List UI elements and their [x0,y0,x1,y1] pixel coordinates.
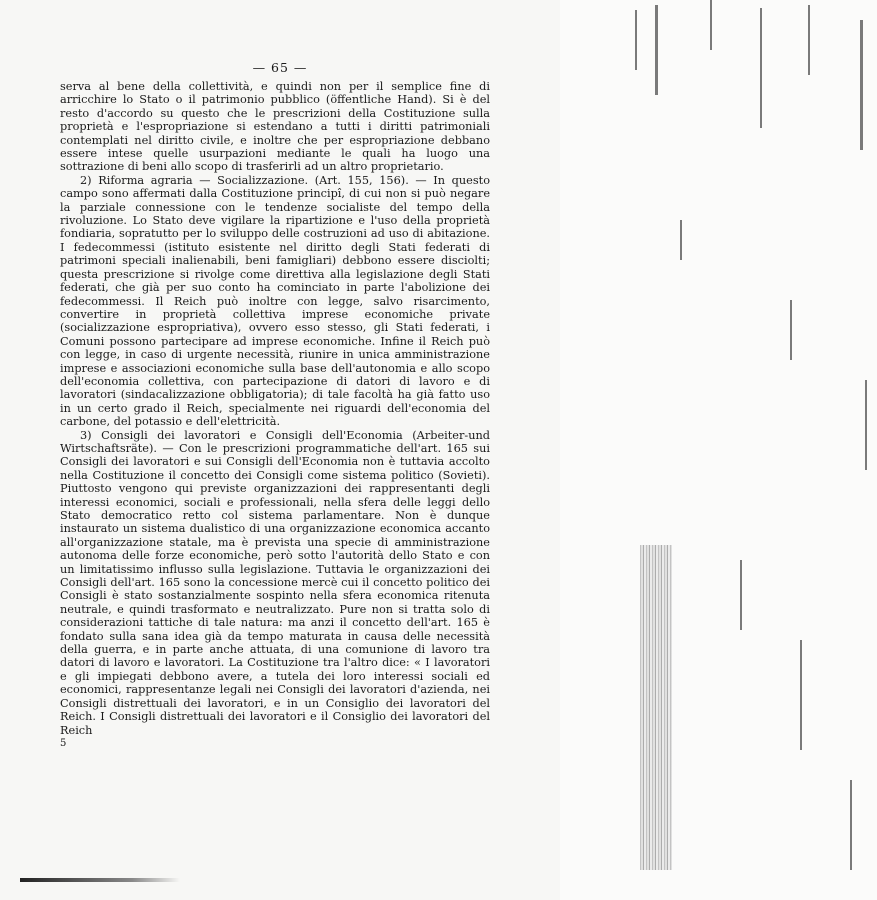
bleed-mark [800,640,802,750]
page-number: — 65 — [252,60,308,75]
bleed-mark [790,300,792,360]
bleed-mark [808,5,810,75]
binding-strip [640,545,672,870]
facing-page-bleed [560,0,877,900]
scan-edge-shadow [20,878,180,882]
body-text [60,80,490,737]
bleed-mark [655,5,658,95]
bleed-mark [740,560,742,630]
bleed-mark [680,220,682,260]
paragraph-3: 3) Consigli dei lavoratori e Consigli dell'Economia (Arbeiter-und Wirtschaftsräte). — Con le prescrizioni programmatiche dell'art. 165 sui Consigli dei lavoratori e sui Consigli dell'Economia non è tuttavia accolto nella Costituzione il concetto dei Consigli come sistema politico (Sovieti). Piuttosto vengono qui previste organizzazioni dei rappresentanti degli interessi economici, sociali e professionali, nella sfera delle leggi dello Stato democratico retto col sistema parlamentare. Non è dunque instaurato un sistema dualistico di una organizzazione economica accanto all'organizzazione statale, ma è prevista una specie di amministrazione autonoma delle forze economiche, però sotto l'autorità dello Stato e con un limitatissimo influsso sulla legislazione. Tuttavia le organizzazioni dei Consigli dell'art. 165 sono la concessione mercè cui il concetto politico dei Consigli è stato sostanzialmente sospinto nella sfera economica ritenuta neutrale, e quindi trasformato e neutralizzato. Pure non si tratta solo di considerazioni tattiche di tale natura: ma anzi il concetto dell'art. 165 è fondato sulla sana idea già da tempo maturata in causa delle necessità della guerra, e in parte anche attuata, di una comunione di lavoro tra datori di lavoro e lavoratori. La Costituzione tra l'altro dice: « I lavoratori e gli impiegati debbono avere, a tutela dei loro interessi sociali ed economici, rappresentanze legali nei Consigli dei lavoratori d'azienda, nei Consigli distrettuali dei lavoratori, e in un Consiglio dei lavoratori del Reich. I Consigli distrettuali dei lavoratori e il Consiglio dei lavoratori del Reich [60,428,490,737]
paragraph-1: serva al bene della collettività, e quindi non per il semplice fine di arricchire lo Stato o il patrimonio pubblico (öffentliche Hand). Si è del resto d'accordo su questo che le prescrizioni della Costituzione sulla proprietà e l'espropriazione si estendano a tutti i diritti patrimoniali contemplati nel diritto civile, e inoltre che per espropriazione debbano essere intese quelle usurpazioni mediante le quali ha luogo una sottrazione di beni allo scopo di trasferirli ad un altro proprietario. [60,80,490,174]
bleed-mark [860,20,863,150]
paragraph-2: 2) Riforma agraria — Socializzazione. (Art. 155, 156). — In questo campo sono affermati dalla Costituzione principî, di cui non si può negare la parziale connessione con le tendenze socialiste del tempo della rivoluzione. Lo Stato deve vigilare la ripartizione e l'uso della proprietà fondiaria, sopratutto per lo sviluppo delle costruzioni ad uso di abitazione. I fedecommessi (istituto esistente nel diritto degli Stati federati di patrimoni speciali inalienabili, beni famigliari) debbono essere disciolti; questa prescrizione si rivolge come direttiva alla legislazione degli Stati federati, che già per suo conto ha cominciato in parte l'abolizione dei fedecommessi. Il Reich può inoltre con legge, salvo risarcimento, convertire in proprietà collettiva imprese economiche private (socializzazione espropriativa), ovvero esso stesso, gli Stati federati, i Comuni possono partecipare ad imprese economiche. Infine il Reich può con legge, in caso di urgente necessità, riunire in unica amministrazione imprese e associazioni economiche sulla base dell'autonomia e allo scopo dell'economia collettiva, con partecipazione di datori di lavoro e di lavoratori (sindacalizzazione obbligatoria); di tale facoltà ha già fatto uso in un certo grado il Reich, specialmente nei riguardi dell'economia del carbone, del potassio e dell'elettricità. [60,173,490,429]
signature-mark: 5 [60,738,67,749]
bleed-mark [710,0,712,50]
bleed-mark [865,380,867,470]
bleed-mark [635,10,637,70]
bleed-mark [850,780,852,870]
bleed-mark [760,8,762,128]
